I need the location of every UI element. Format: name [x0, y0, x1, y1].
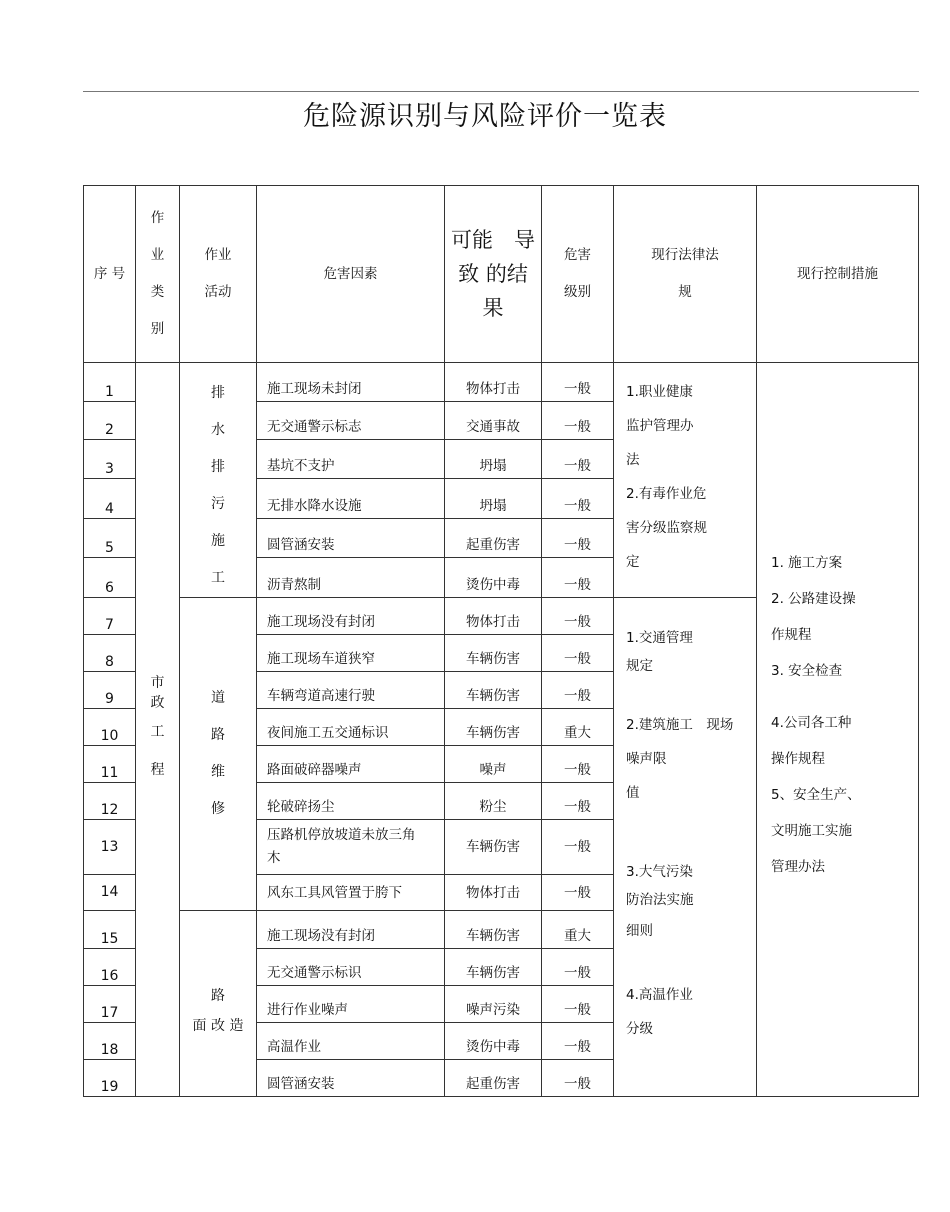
level-cell: 重大 — [542, 911, 614, 949]
hazard-cell: 圆管涵安装 — [257, 1060, 445, 1097]
level-cell: 一般 — [542, 557, 614, 597]
level-cell: 一般 — [542, 635, 614, 672]
hazard-cell: 沥青熬制 — [257, 557, 445, 597]
law-line: 防治法实施 — [626, 892, 694, 908]
header-level-line: 危害 — [564, 247, 591, 263]
header-consequence — [445, 186, 542, 363]
header-seq: 序 号 — [84, 186, 136, 363]
header-law-line: 规 — [678, 284, 692, 300]
activity-road-maintenance — [180, 598, 257, 911]
control-line: 操作规程 — [771, 751, 825, 767]
header-activity-line: 活动 — [204, 284, 232, 300]
row-number: 11 — [84, 746, 136, 783]
law-line: 规定 — [626, 658, 653, 674]
law-line: 害分级监察规 — [626, 520, 707, 536]
level-cell: 一般 — [542, 363, 614, 402]
control-line: 5、安全生产、 — [771, 787, 861, 803]
hazard-cell: 圆管涵安装 — [257, 518, 445, 557]
category-char: 程 — [150, 762, 165, 778]
level-cell: 一般 — [542, 402, 614, 440]
result-cell: 车辆伤害 — [445, 672, 542, 709]
row-number: 13 — [84, 820, 136, 875]
hazard-cell: 施工现场没有封闭 — [257, 911, 445, 949]
level-cell: 一般 — [542, 1023, 614, 1060]
row-number: 14 — [84, 875, 136, 911]
level-cell: 一般 — [542, 783, 614, 820]
activity-char: 工 — [211, 570, 225, 586]
activity-char: 水 — [211, 422, 225, 438]
top-rule — [83, 91, 919, 92]
header-law — [614, 186, 757, 363]
result-cell: 物体打击 — [445, 598, 542, 635]
result-cell: 粉尘 — [445, 783, 542, 820]
hazard-cell: 施工现场没有封闭 — [257, 598, 445, 635]
category-char: 市 — [150, 675, 165, 691]
header-category-char: 别 — [150, 321, 165, 337]
level-cell: 一般 — [542, 986, 614, 1023]
row-number: 9 — [84, 672, 136, 709]
hazard-cell: 夜间施工五交通标识 — [257, 709, 445, 746]
row-number: 16 — [84, 949, 136, 986]
result-cell: 物体打击 — [445, 363, 542, 402]
activity-char: 排 — [211, 385, 225, 401]
result-cell: 车辆伤害 — [445, 820, 542, 875]
header-activity — [180, 186, 257, 363]
header-category-char: 作 — [150, 210, 165, 226]
row-number: 17 — [84, 986, 136, 1023]
result-cell: 车辆伤害 — [445, 635, 542, 672]
activity-char: 维 — [211, 764, 225, 780]
result-cell: 起重伤害 — [445, 1060, 542, 1097]
law-line: 监护管理办 — [626, 418, 694, 434]
header-consequence-line: 致 的结 — [458, 262, 528, 286]
level-cell: 一般 — [542, 672, 614, 709]
header-law-line: 现行法律法 — [651, 247, 719, 263]
activity-char: 排 — [211, 459, 225, 475]
result-cell: 物体打击 — [445, 875, 542, 911]
row-number: 10 — [84, 709, 136, 746]
result-cell: 噪声污染 — [445, 986, 542, 1023]
header-consequence-line: 可能 导 — [451, 228, 535, 252]
hazard-cell: 施工现场未封闭 — [257, 363, 445, 402]
level-cell: 一般 — [542, 1060, 614, 1097]
hazard-cell: 无交通警示标志 — [257, 402, 445, 440]
hazard-cell: 路面破碎器噪声 — [257, 746, 445, 783]
header-hazard: 危害因素 — [257, 186, 445, 363]
document-title: 危险源识别与风险评价一览表 — [303, 101, 667, 132]
row-number: 6 — [84, 557, 136, 597]
level-cell: 一般 — [542, 820, 614, 875]
row-number: 7 — [84, 598, 136, 635]
result-cell: 起重伤害 — [445, 518, 542, 557]
level-cell: 一般 — [542, 746, 614, 783]
row-number: 2 — [84, 402, 136, 440]
category-char: 政 — [150, 695, 165, 711]
header-level — [542, 186, 614, 363]
row-number: 18 — [84, 1023, 136, 1060]
header-level-line: 级别 — [564, 284, 591, 300]
result-cell: 车辆伤害 — [445, 911, 542, 949]
activity-char: 道 — [211, 690, 225, 706]
level-cell: 一般 — [542, 440, 614, 479]
hazard-cell: 风东工具风管置于胯下 — [257, 875, 445, 911]
header-row — [84, 186, 919, 363]
hazard-cell: 压路机停放坡道未放三角木 — [257, 820, 445, 875]
hazard-cell: 车辆弯道高速行驶 — [257, 672, 445, 709]
law-line: 法 — [626, 452, 640, 468]
law-line: 1.交通管理 — [626, 630, 693, 646]
level-cell: 一般 — [542, 949, 614, 986]
control-line: 1. 施工方案 — [771, 555, 843, 571]
control-line: 4.公司各工种 — [771, 715, 852, 731]
activity-char: 施 — [211, 533, 225, 549]
row-number: 12 — [84, 783, 136, 820]
law-line: 分级 — [626, 1021, 653, 1037]
level-cell: 一般 — [542, 875, 614, 911]
row-number: 15 — [84, 911, 136, 949]
law-line: 定 — [626, 554, 640, 570]
hazard-cell: 无排水降水设施 — [257, 479, 445, 518]
row-number: 5 — [84, 518, 136, 557]
hazard-cell: 轮破碎扬尘 — [257, 783, 445, 820]
activity-char: 面 改 造 — [192, 1018, 244, 1034]
activity-char: 污 — [211, 496, 225, 512]
activity-drainage — [180, 363, 257, 598]
result-cell: 车辆伤害 — [445, 709, 542, 746]
control-line: 2. 公路建设操 — [771, 591, 856, 607]
activity-char: 路 — [211, 988, 225, 1004]
law-group-1 — [614, 363, 757, 598]
hazard-cell: 施工现场车道狭窄 — [257, 635, 445, 672]
control-line: 3. 安全检查 — [771, 663, 843, 679]
hazard-table — [83, 185, 919, 1097]
hazard-cell: 高温作业 — [257, 1023, 445, 1060]
level-cell: 一般 — [542, 479, 614, 518]
category-cell — [136, 363, 180, 1097]
result-cell: 噪声 — [445, 746, 542, 783]
result-cell: 坍塌 — [445, 440, 542, 479]
law-line: 2.建筑施工 现场 — [626, 717, 734, 733]
law-line: 4.高温作业 — [626, 987, 693, 1003]
result-cell: 坍塌 — [445, 479, 542, 518]
row-number: 19 — [84, 1060, 136, 1097]
hazard-cell: 无交通警示标识 — [257, 949, 445, 986]
level-cell: 重大 — [542, 709, 614, 746]
header-activity-line: 作业 — [204, 247, 232, 263]
result-cell: 烫伤中毒 — [445, 1023, 542, 1060]
category-char: 工 — [150, 724, 165, 740]
activity-char: 路 — [211, 727, 225, 743]
control-line: 管理办法 — [771, 859, 825, 875]
row-number: 3 — [84, 440, 136, 479]
result-cell: 烫伤中毒 — [445, 557, 542, 597]
row-number: 1 — [84, 363, 136, 402]
law-line: 噪声限 — [626, 751, 667, 767]
header-consequence-line: 果 — [482, 296, 504, 320]
activity-char: 修 — [211, 801, 225, 817]
law-line: 1.职业健康 — [626, 384, 693, 400]
result-cell: 交通事故 — [445, 402, 542, 440]
law-group-2 — [614, 598, 757, 1097]
result-cell: 车辆伤害 — [445, 949, 542, 986]
law-line: 值 — [626, 785, 640, 801]
header-category-char: 业 — [150, 247, 165, 263]
control-measures — [757, 363, 919, 1097]
law-line: 2.有毒作业危 — [626, 486, 707, 502]
hazard-cell: 基坑不支护 — [257, 440, 445, 479]
table-row — [84, 363, 919, 402]
hazard-cell: 进行作业噪声 — [257, 986, 445, 1023]
header-control: 现行控制措施 — [757, 186, 919, 363]
header-category-char: 类 — [150, 284, 165, 300]
level-cell: 一般 — [542, 518, 614, 557]
law-line: 3.大气污染 — [626, 864, 693, 880]
row-number: 8 — [84, 635, 136, 672]
control-line: 作规程 — [771, 627, 812, 643]
level-cell: 一般 — [542, 598, 614, 635]
activity-road-rebuild — [180, 911, 257, 1097]
law-line: 细则 — [626, 923, 653, 939]
header-category — [136, 186, 180, 363]
row-number: 4 — [84, 479, 136, 518]
control-line: 文明施工实施 — [771, 823, 852, 839]
